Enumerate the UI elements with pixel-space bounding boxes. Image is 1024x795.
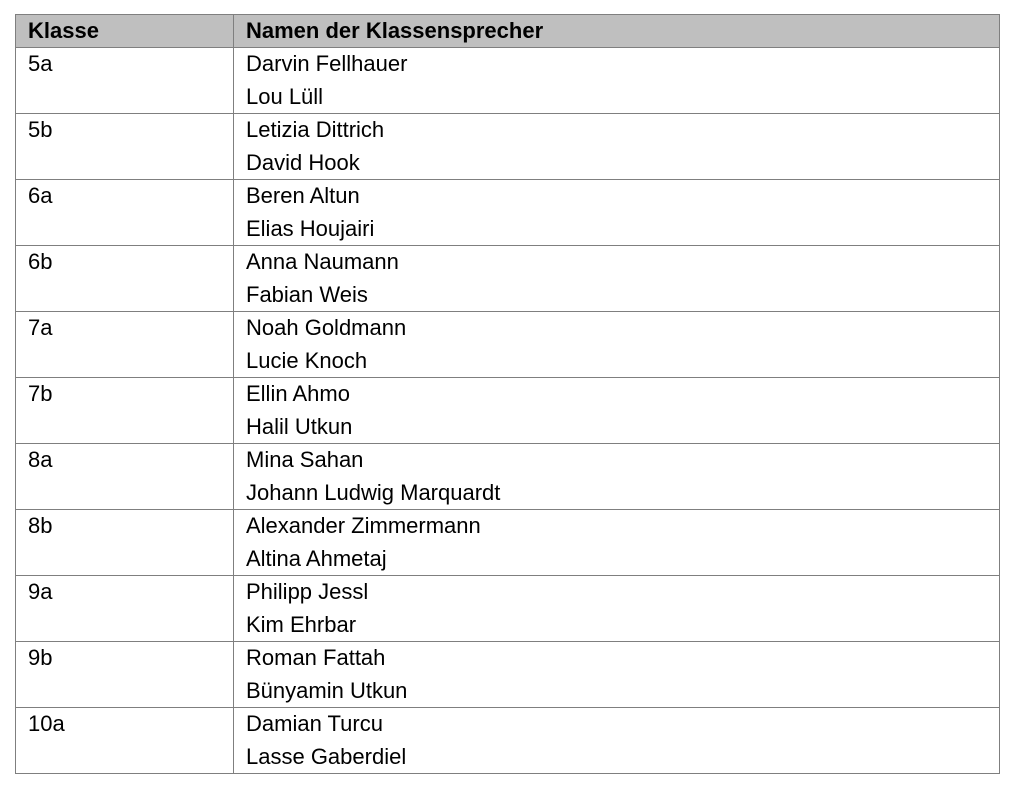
names-cell — [234, 708, 1000, 774]
class-cell: 8a — [16, 444, 234, 510]
speaker-name: Letizia Dittrich — [246, 117, 385, 142]
speaker-name: Halil Utkun — [246, 413, 353, 439]
speaker-name: Lasse Gaberdiel — [246, 743, 407, 769]
names-cell — [234, 114, 1000, 180]
speaker-name: Ellin Ahmo — [246, 381, 350, 406]
class-cell: 9b — [16, 642, 234, 708]
speaker-name: Bünyamin Utkun — [246, 677, 408, 703]
speaker-name: Lucie Knoch — [246, 347, 368, 373]
table-row — [16, 444, 1000, 510]
speaker-name: Beren Altun — [246, 183, 360, 208]
class-cell: 6b — [16, 246, 234, 312]
table-row — [16, 246, 1000, 312]
names-cell — [234, 510, 1000, 576]
names-cell — [234, 378, 1000, 444]
speaker-name: Noah Goldmann — [246, 315, 407, 340]
header-class: Klasse — [16, 15, 234, 48]
names-cell — [234, 444, 1000, 510]
speaker-name: Alexander Zimmermann — [246, 513, 481, 538]
header-names: Namen der Klassensprecher — [234, 15, 1000, 48]
class-cell: 7b — [16, 378, 234, 444]
speaker-name: Philipp Jessl — [246, 579, 369, 604]
table-row — [16, 378, 1000, 444]
names-cell — [234, 642, 1000, 708]
speaker-name: Damian Turcu — [246, 711, 383, 736]
class-cell: 8b — [16, 510, 234, 576]
speaker-name: Lou Lüll — [246, 83, 324, 109]
speaker-name: David Hook — [246, 149, 360, 175]
table-row — [16, 576, 1000, 642]
class-cell: 9a — [16, 576, 234, 642]
names-cell — [234, 180, 1000, 246]
table-row — [16, 642, 1000, 708]
speaker-name: Darvin Fellhauer — [246, 51, 408, 76]
speaker-name: Kim Ehrbar — [246, 611, 357, 637]
class-cell: 5a — [16, 48, 234, 114]
speaker-name: Roman Fattah — [246, 645, 386, 670]
names-cell — [234, 48, 1000, 114]
table-row — [16, 708, 1000, 774]
class-cell: 10a — [16, 708, 234, 774]
table-row — [16, 312, 1000, 378]
class-cell: 7a — [16, 312, 234, 378]
speaker-name: Mina Sahan — [246, 447, 364, 472]
table-row — [16, 510, 1000, 576]
class-speakers-table — [15, 14, 1000, 774]
table-body — [16, 48, 1000, 774]
speaker-name: Johann Ludwig Marquardt — [246, 479, 501, 505]
table-row — [16, 114, 1000, 180]
table-header — [16, 15, 1000, 48]
speaker-name: Altina Ahmetaj — [246, 545, 387, 571]
header-row — [16, 15, 1000, 48]
speaker-name: Fabian Weis — [246, 281, 368, 307]
table-row — [16, 180, 1000, 246]
class-cell: 5b — [16, 114, 234, 180]
class-cell: 6a — [16, 180, 234, 246]
speaker-name: Anna Naumann — [246, 249, 399, 274]
names-cell — [234, 576, 1000, 642]
table-row — [16, 48, 1000, 114]
speaker-name: Elias Houjairi — [246, 215, 375, 241]
names-cell — [234, 312, 1000, 378]
names-cell — [234, 246, 1000, 312]
